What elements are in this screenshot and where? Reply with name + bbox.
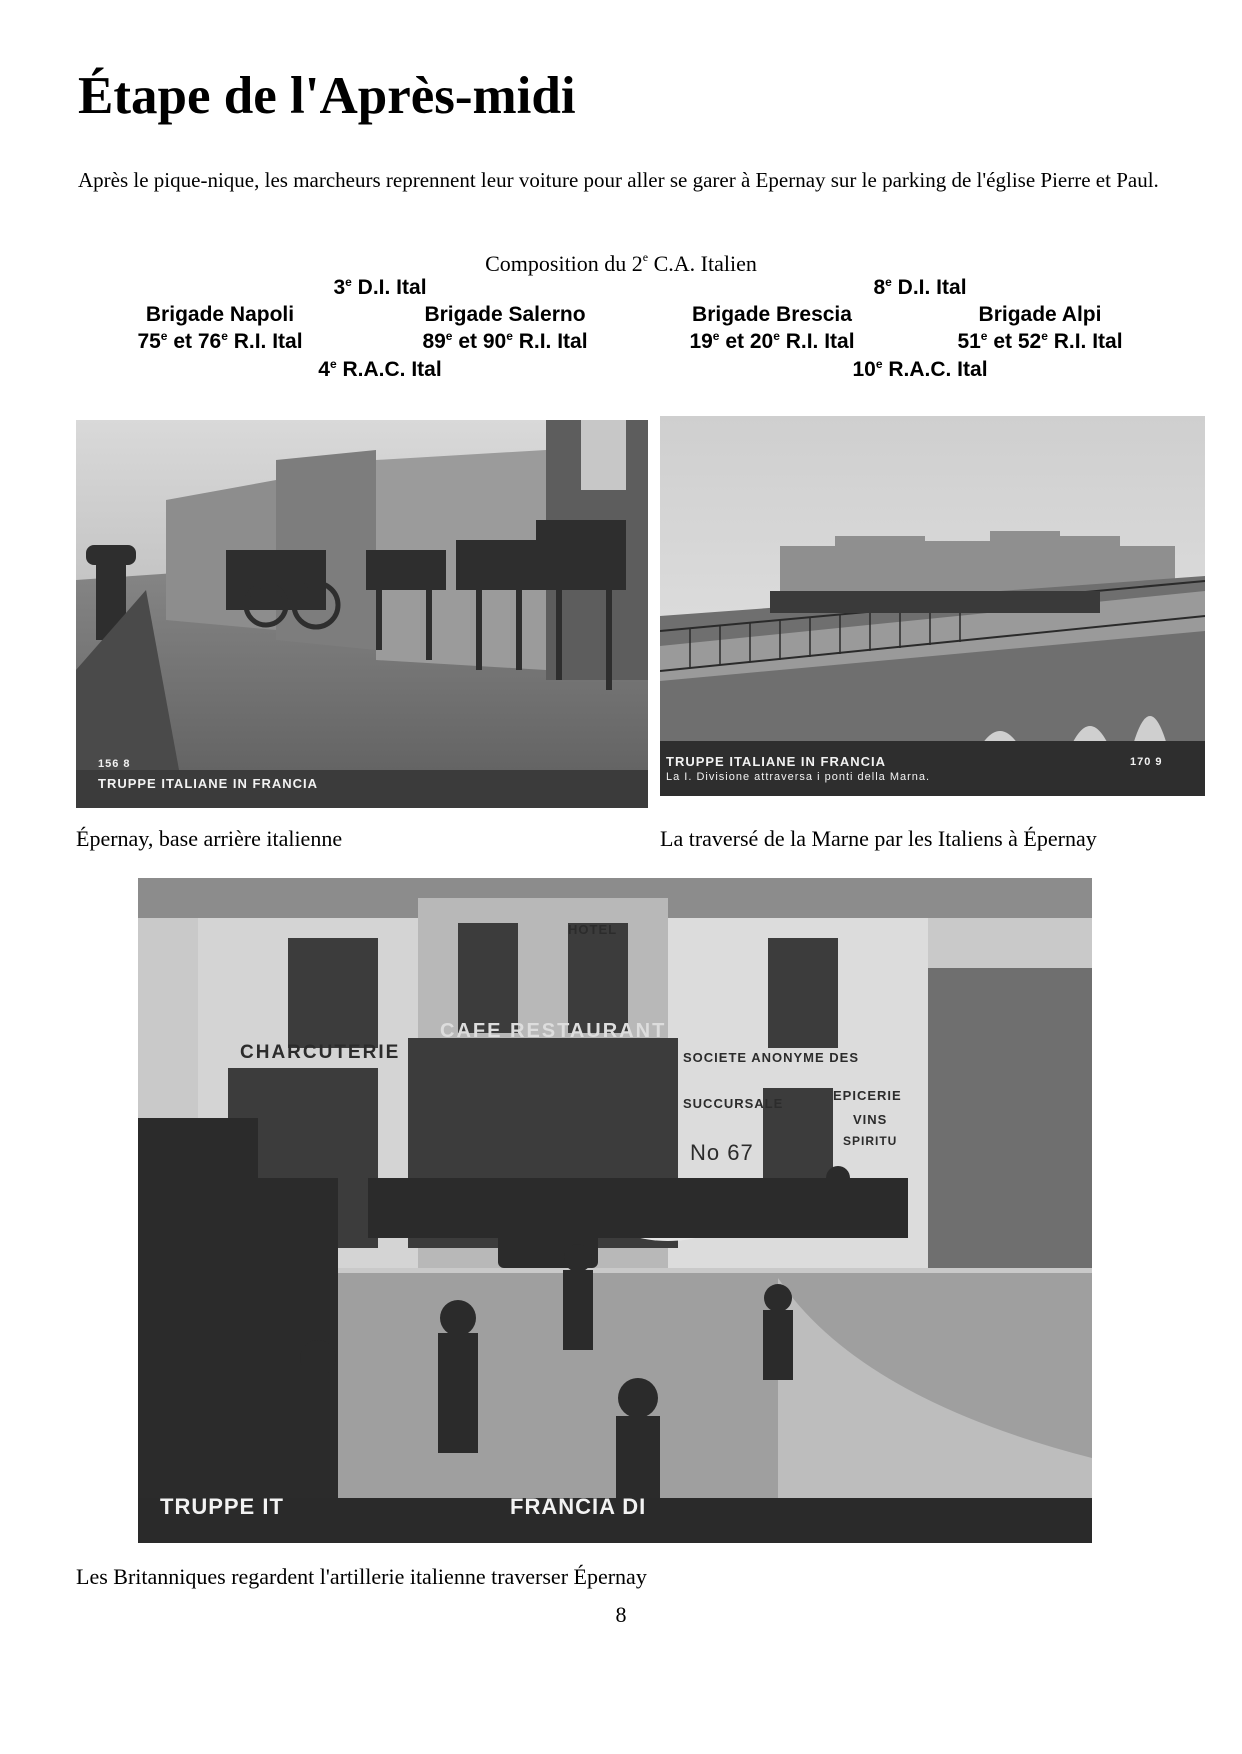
photo3-strip-text-right: FRANCIA DI [510,1494,647,1519]
rac-right: 10e R.A.C. Ital [852,357,988,381]
photo1-number: 156 8 [98,758,131,770]
photo2-strip-subtext: La I. Divisione attraversa i ponti della Marna. [666,771,931,783]
page-title: Étape de l'Après-midi [78,67,576,125]
caption-photo2: La traversé de la Marne par les Italiens à Épernay [660,826,1097,851]
caption-photo3: Les Britanniques regardent l'artillerie italienne traverser Épernay [76,1564,647,1589]
brigade-brescia: Brigade Brescia [692,303,852,326]
photo-cafe-square-image [138,878,1092,1543]
division-right-heading: 8e D.I. Ital [873,275,967,299]
photo2-number: 170 9 [1130,756,1163,768]
brigade-salerno: Brigade Salerno [424,303,586,326]
rac-left: 4e R.A.C. Ital [318,357,442,381]
photo3-strip-text-left: TRUPPE IT [160,1494,284,1519]
caption-photo1: Épernay, base arrière italienne [76,826,343,851]
brigade-salerno-regiments: 89e et 90e R.I. Ital [422,329,588,353]
brigade-napoli-regiments: 75e et 76e R.I. Ital [137,329,303,353]
division-left-heading: 3e D.I. Ital [333,275,427,299]
photo-marne-bridge [660,416,1205,796]
composition-heading: Composition du 2e C.A. Italien [485,250,757,276]
sign-succursale: SUCCURSALE [683,1096,784,1111]
sign-charcuterie: CHARCUTERIE [240,1042,401,1063]
sign-hotel: HOTEL [568,922,618,937]
photo-cafe-square [138,878,1092,1543]
sign-epicerie: EPICERIE [833,1088,902,1103]
sign-vins: VINS [853,1112,888,1127]
brigade-napoli: Brigade Napoli [145,303,295,326]
sign-cafe-restaurant: CAFE RESTAURANT [440,1020,667,1042]
page-number: 8 [615,1602,627,1627]
photo1-strip-text: TRUPPE ITALIANE IN FRANCIA [98,776,319,791]
photo-epernay-street [76,420,648,808]
brigade-alpi: Brigade Alpi [978,303,1102,326]
intro-paragraph: Après le pique-nique, les marcheurs reprennent leur voiture pour aller se garer à Epernay sur le parking de l'église Pierre et Paul. [78,168,1159,192]
sign-number: No 67 [690,1140,754,1165]
brigade-brescia-regiments: 19e et 20e R.I. Ital [689,329,855,353]
photo2-strip-text: TRUPPE ITALIANE IN FRANCIA [666,754,887,769]
photo-epernay-street-image [76,420,648,808]
sign-spiritueux: SPIRITU [843,1134,898,1148]
brigade-alpi-regiments: 51e et 52e R.I. Ital [957,329,1123,353]
photo-marne-bridge-image [660,416,1205,796]
sign-societe: SOCIETE ANONYME DES [683,1050,859,1065]
